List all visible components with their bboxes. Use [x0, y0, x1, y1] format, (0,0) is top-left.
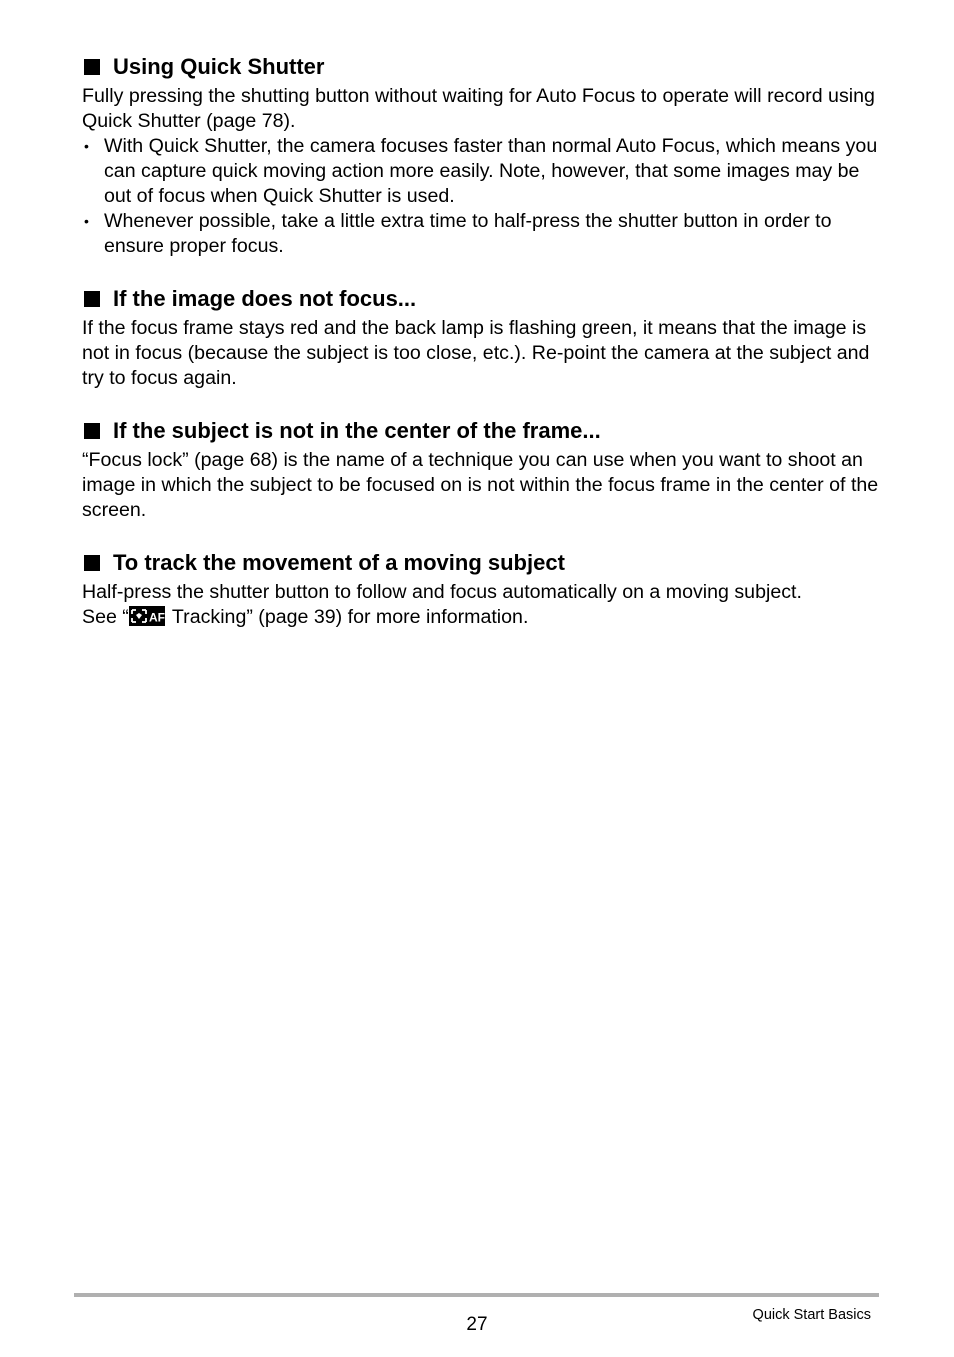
section-heading — [82, 548, 882, 578]
section-heading — [82, 416, 882, 446]
section-paragraph: “Focus lock” (page 68) is the name of a technique you can use when you want to shoot an image in which the subject to be focused on is not within the focus frame in the center of the screen. — [82, 449, 879, 521]
section-heading — [82, 284, 882, 314]
section-image-not-focus — [82, 284, 882, 391]
heading-text: Using Quick Shutter — [113, 54, 325, 79]
see-suffix: Tracking” (page 39) for more information. — [166, 606, 529, 628]
tracking-af-icon — [129, 606, 165, 626]
section-heading — [82, 52, 882, 82]
paragraph-line-1: Half-press the shutter button to follow and focus automatically on a moving subject. — [82, 581, 802, 603]
square-bullet-icon — [84, 423, 100, 439]
section-paragraph: If the focus frame stays red and the back lamp is flashing green, it means that the image is not in focus (because the subject is too close, etc.). Re-point the camera at the subject and try to focus again. — [82, 317, 870, 389]
bullet-dot-icon: • — [84, 138, 89, 154]
heading-text: If the image does not focus... — [113, 286, 417, 311]
list-item-text: Whenever possible, take a little extra time to half-press the shutter button in order to ensure proper focus. — [104, 210, 832, 257]
page-content — [82, 52, 882, 655]
section-paragraph — [82, 580, 882, 630]
footer-divider — [74, 1293, 879, 1297]
bullet-list — [82, 134, 882, 259]
list-item — [82, 209, 882, 259]
list-item-text: With Quick Shutter, the camera focuses faster than normal Auto Focus, which means you can capture quick moving action more easily. Note, however, that some images may be out of focus when Quick Shutter is used. — [104, 135, 878, 207]
section-paragraph: Fully pressing the shutting button without waiting for Auto Focus to operate will record using Quick Shutter (page 78). — [82, 85, 875, 132]
see-prefix: See “ — [82, 606, 129, 628]
section-track-moving-subject — [82, 548, 882, 630]
list-item — [82, 134, 882, 209]
bullet-dot-icon: • — [84, 213, 89, 229]
section-quick-shutter — [82, 52, 882, 259]
svg-text:AF: AF — [148, 610, 165, 625]
heading-text: If the subject is not in the center of the frame... — [113, 418, 601, 443]
square-bullet-icon — [84, 59, 100, 75]
square-bullet-icon — [84, 555, 100, 571]
section-subject-not-center — [82, 416, 882, 523]
heading-text: To track the movement of a moving subject — [113, 550, 565, 575]
page-number: 27 — [466, 1314, 488, 1335]
square-bullet-icon — [84, 291, 100, 307]
footer-section-name: Quick Start Basics — [752, 1307, 871, 1323]
